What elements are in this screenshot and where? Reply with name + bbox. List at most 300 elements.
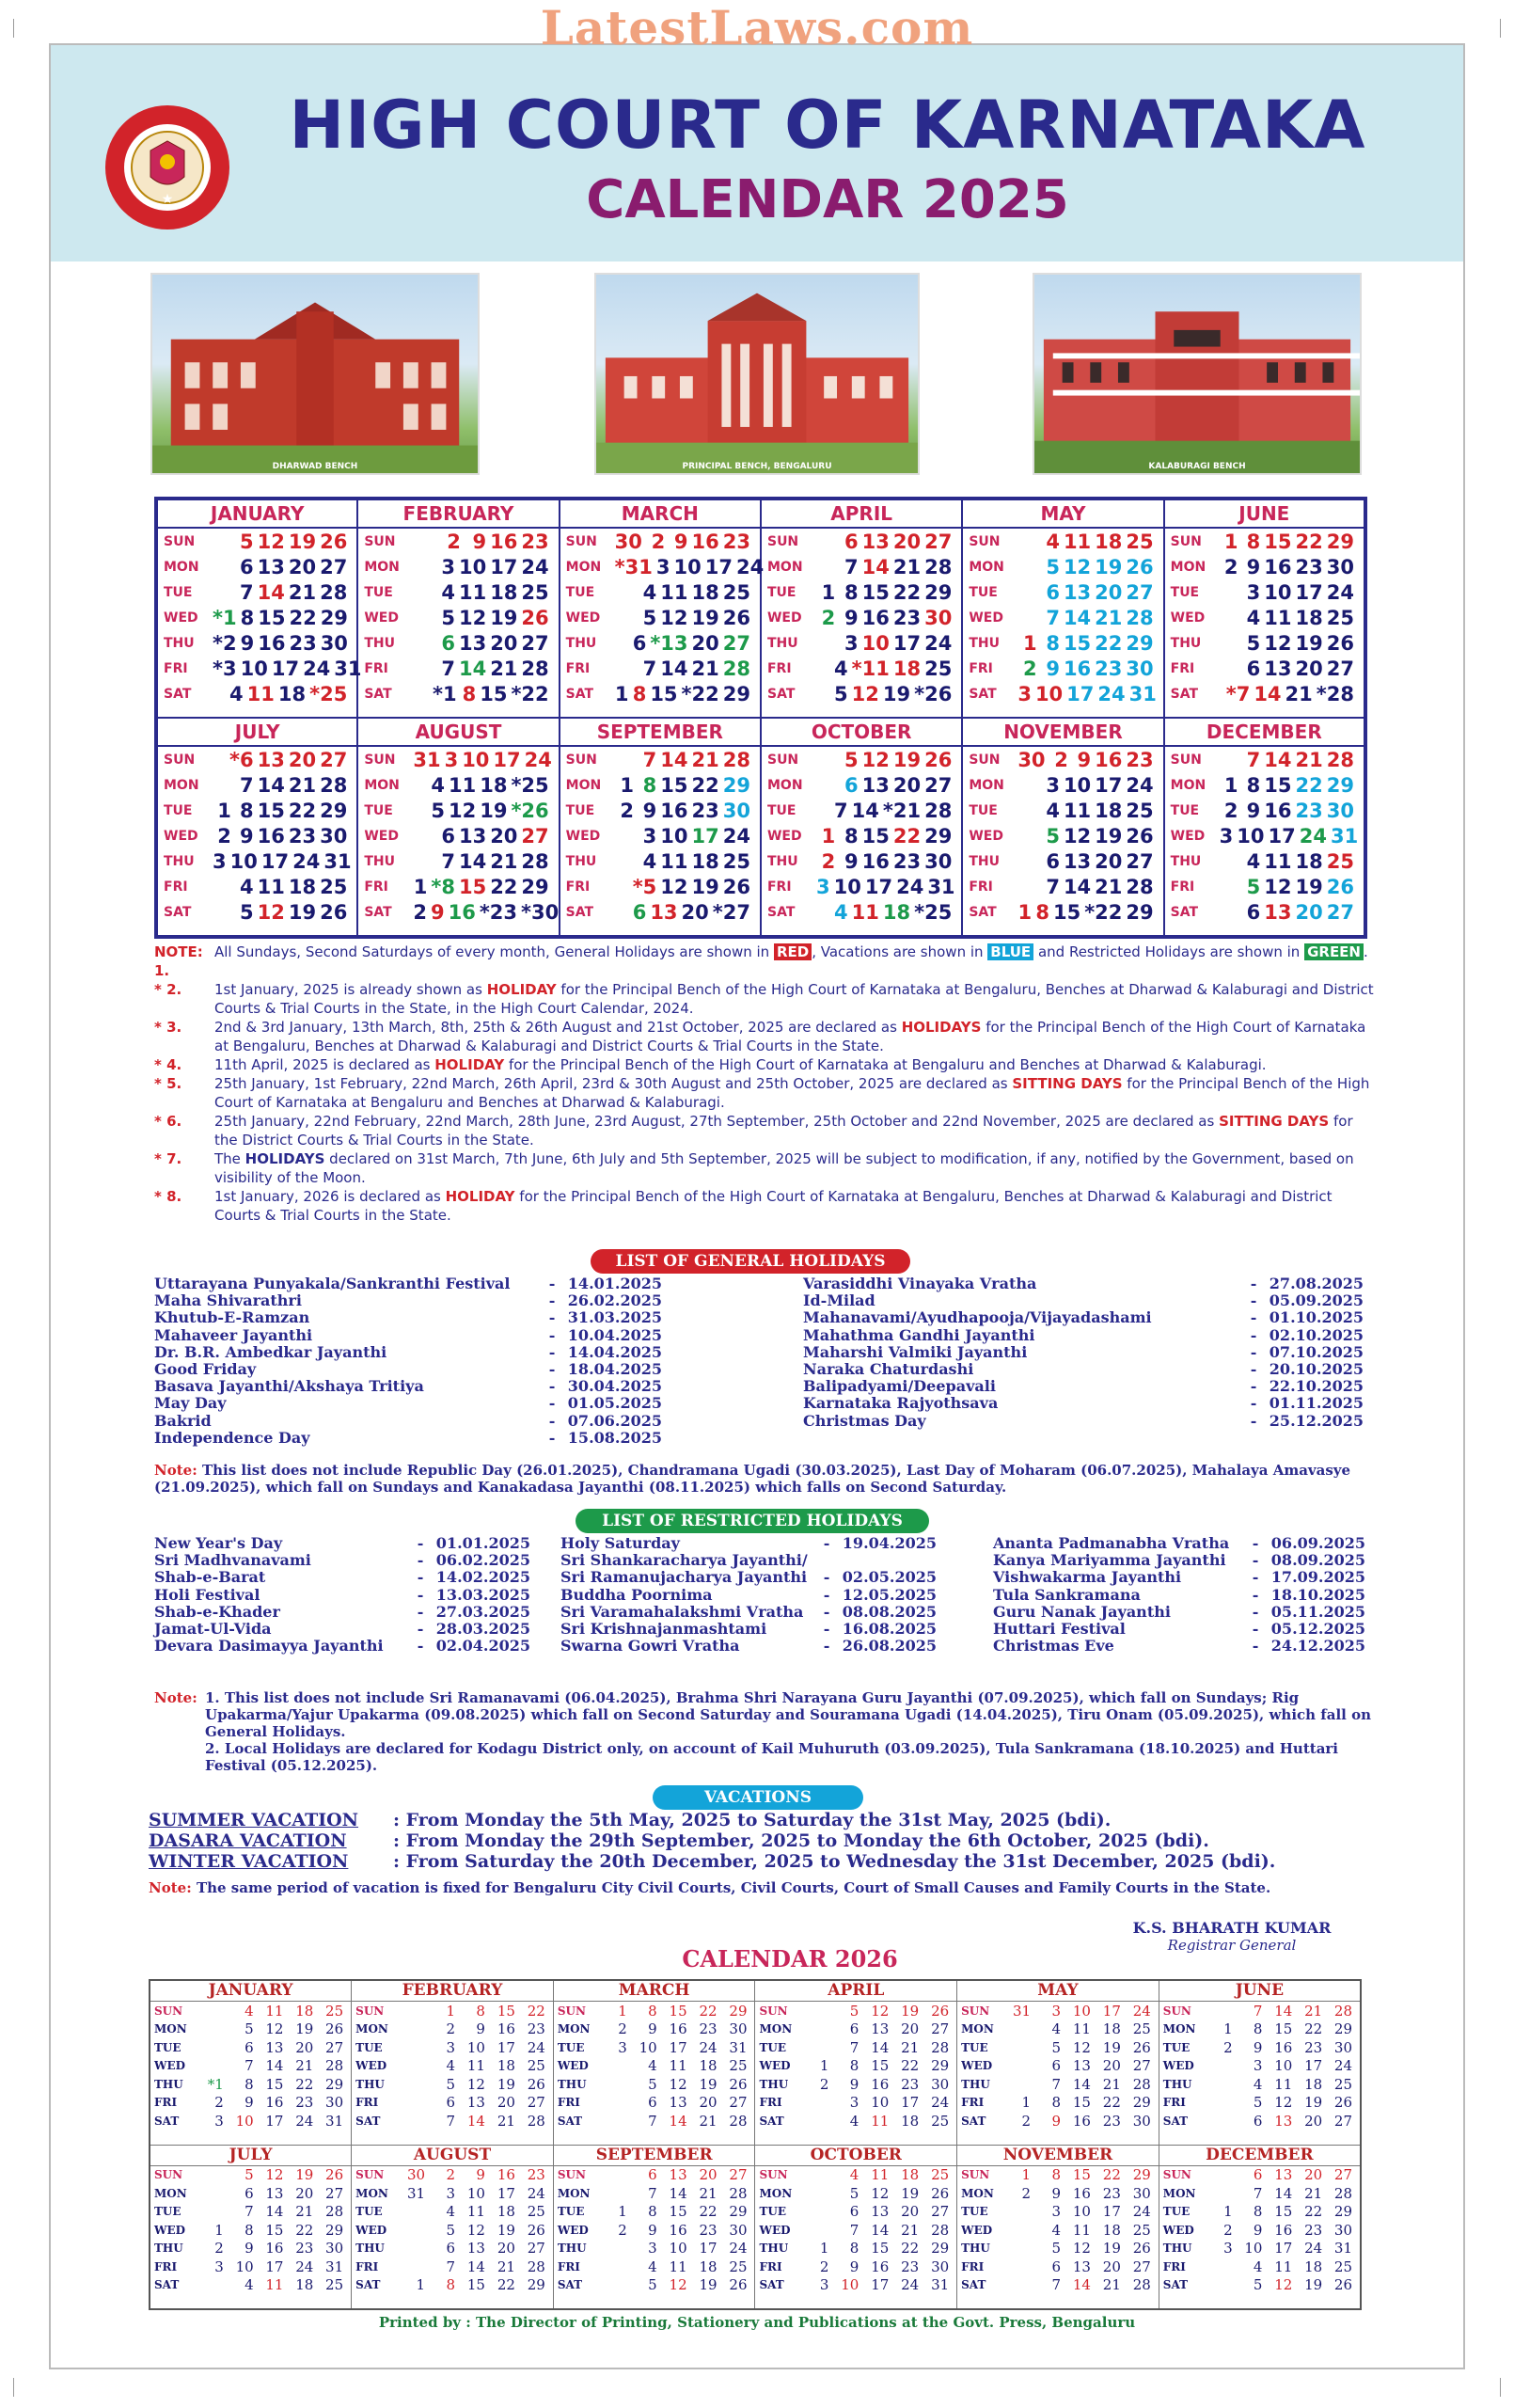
date-cell: 2 (618, 2020, 627, 2038)
date-cell: 24 (924, 631, 953, 655)
date-cell: 28 (1326, 748, 1354, 771)
dash: - (823, 1568, 830, 1587)
day-label: SUN (164, 752, 196, 768)
date-cell: 18 (497, 2203, 515, 2221)
day-label: FRI (164, 660, 188, 676)
date-cell: 18 (1095, 530, 1123, 553)
dash: - (417, 1568, 424, 1587)
week-day-row (150, 2094, 351, 2113)
week-day-row (150, 2002, 351, 2020)
date-cell: 3 (214, 2258, 224, 2275)
week-day-row (957, 2221, 1159, 2240)
date-cell: 16 (1063, 657, 1092, 680)
date-cell: 25 (931, 2166, 950, 2184)
date-cell: 24 (292, 849, 321, 873)
date-cell: 7 (1051, 2276, 1061, 2294)
date-cell: 6 (844, 530, 859, 553)
day-label: MON (759, 2022, 793, 2036)
week-day-row (352, 2203, 553, 2222)
holiday-name: Shab-e-Khader (154, 1602, 280, 1621)
date-cell: 13 (1274, 2112, 1293, 2130)
date-cell: 27 (1132, 2057, 1151, 2075)
week-day-row (158, 772, 356, 798)
date-cell: 10 (1072, 2002, 1091, 2020)
week-day-row (150, 2057, 351, 2076)
date-cell: 31 (325, 2112, 344, 2130)
week-day-row (560, 630, 760, 656)
date-cell: *2 (213, 631, 237, 655)
date-cell: 19 (882, 682, 911, 705)
date-cell: 7 (1253, 2002, 1263, 2020)
date-cell: 11 (448, 773, 477, 797)
month-september (560, 718, 761, 937)
day-label: SUN (164, 533, 196, 549)
week-day-row (755, 2112, 956, 2131)
holiday-name: Mahaveer Jayanthi (154, 1325, 313, 1344)
dash: - (823, 1637, 830, 1656)
holiday-date: 07.06.2025 (567, 1411, 662, 1430)
date-cell: 29 (521, 875, 549, 898)
date-cell: 13 (265, 2038, 284, 2056)
date-cell: 12 (1264, 875, 1292, 898)
date-cell: 19 (699, 2276, 718, 2294)
date-cell: 10 (1063, 773, 1092, 797)
day-label: FRI (961, 2259, 985, 2273)
date-cell: 6 (244, 2184, 254, 2202)
day-label: SUN (364, 752, 396, 768)
date-cell: 12 (466, 2221, 485, 2239)
day-label: WED (557, 2223, 589, 2237)
date-cell: 25 (1132, 2221, 1151, 2239)
date-cell: 12 (265, 2020, 284, 2038)
month-name: MARCH (554, 1981, 755, 2002)
dash: - (1250, 1377, 1257, 1396)
date-cell: 24 (1126, 773, 1154, 797)
date-cell: 1 (618, 2002, 627, 2020)
date-cell: 28 (1126, 606, 1154, 629)
crop-mark (13, 2378, 14, 2397)
week-day-row (762, 579, 961, 605)
date-cell: 10 (1034, 682, 1064, 705)
week-day-row (158, 823, 356, 848)
day-label: THU (557, 2242, 587, 2256)
month-march (560, 499, 765, 718)
date-cell: 14 (458, 849, 487, 873)
holiday-name: Sri Madhvanavami (154, 1551, 311, 1570)
holiday-row (154, 1552, 530, 1569)
date-cell: 17 (260, 849, 290, 873)
month-name: JULY (150, 2146, 351, 2166)
date-cell: 13 (1063, 580, 1092, 604)
date-cell: 27 (527, 2094, 545, 2112)
day-label: SAT (961, 2278, 986, 2292)
date-cell: 2 (1223, 555, 1238, 578)
date-cell: 30 (1333, 2038, 1352, 2056)
date-cell: 6 (1051, 2057, 1061, 2075)
dash: - (417, 1602, 424, 1621)
month-name: OCTOBER (762, 719, 961, 747)
date-cell: 3 (446, 2184, 456, 2202)
date-cell: 20 (497, 2240, 515, 2258)
date-cell: 7 (441, 657, 455, 680)
month-august (352, 2145, 554, 2309)
dash: - (823, 1620, 830, 1639)
day-label: SAT (766, 686, 796, 702)
date-cell: *8 (431, 875, 455, 898)
date-cell: 19 (497, 2075, 515, 2093)
date-cell: 8 (240, 799, 254, 822)
calendar-notes (154, 943, 1377, 1225)
restricted-holidays-col1 (154, 1535, 530, 1655)
date-cell: 4 (446, 2057, 456, 2075)
dash: - (1252, 1568, 1259, 1587)
week-day-row (1159, 2240, 1360, 2258)
holiday-name: Holy Saturday (560, 1534, 680, 1552)
date-cell: 10 (833, 875, 861, 898)
date-cell: 4 (1253, 2258, 1263, 2275)
date-cell: *25 (914, 900, 953, 924)
date-cell: 10 (639, 2038, 657, 2056)
date-cell: 10 (871, 2094, 890, 2112)
date-cell: 25 (1333, 2258, 1352, 2275)
date-cell: 29 (722, 682, 750, 705)
date-cell: 24 (1132, 2203, 1151, 2221)
date-cell: 27 (924, 773, 953, 797)
date-cell: 22 (497, 2276, 515, 2294)
date-cell: 26 (521, 606, 549, 629)
date-cell: 14 (660, 748, 688, 771)
date-cell: 29 (325, 2221, 344, 2239)
date-cell: 24 (527, 2184, 545, 2202)
date-cell: 11 (871, 2166, 890, 2184)
date-cell: 28 (527, 2258, 545, 2275)
date-cell: 12 (871, 2184, 890, 2202)
date-cell: 4 (834, 900, 848, 924)
week-day-row (158, 747, 356, 772)
holiday-name: Naraka Chaturdashi (803, 1360, 974, 1379)
day-label: SUN (969, 752, 1001, 768)
date-cell: 17 (1274, 2240, 1293, 2258)
date-cell: 25 (1126, 799, 1154, 822)
date-cell: 31 (1012, 2002, 1032, 2020)
date-cell: 28 (320, 773, 348, 797)
date-cell: 14 (1063, 875, 1092, 898)
date-cell: 10 (462, 748, 490, 771)
day-label: SUN (565, 752, 597, 768)
week-day-row (150, 2166, 351, 2185)
week-day-row (150, 2276, 351, 2295)
date-cell: 2 (1223, 2221, 1233, 2239)
date-cell: 15 (265, 2221, 284, 2239)
week-day-row (1159, 2276, 1360, 2295)
day-label: THU (355, 2242, 385, 2256)
date-cell: 9 (240, 631, 255, 655)
day-label: SUN (364, 533, 396, 549)
date-cell: 6 (844, 773, 859, 797)
holiday-date: 07.10.2025 (1269, 1342, 1364, 1361)
date-cell: 7 (849, 2038, 860, 2056)
date-cell: 8 (642, 773, 657, 797)
date-cell: 9 (240, 824, 254, 848)
vacations-heading: VACATIONS (653, 1785, 863, 1810)
date-cell: *1 (213, 606, 237, 629)
vacation-name: SUMMER VACATION (149, 1810, 359, 1830)
holiday-row (560, 1638, 937, 1655)
week-day-row (150, 2184, 351, 2203)
date-cell: 8 (1246, 773, 1261, 797)
date-cell: 5 (849, 2184, 860, 2202)
day-label: TUE (1170, 802, 1200, 818)
day-label: MON (969, 559, 1004, 575)
week-day-row (1165, 772, 1364, 798)
day-label: MON (1162, 2022, 1196, 2036)
week-day-row (150, 2221, 351, 2240)
dash: - (1252, 1602, 1259, 1621)
date-cell: 19 (1295, 875, 1323, 898)
day-label: TUE (759, 2205, 787, 2219)
date-cell: 27 (521, 631, 549, 655)
week-day-row (358, 798, 558, 823)
date-cell: 6 (1046, 580, 1060, 604)
date-cell: 20 (1102, 2258, 1121, 2275)
date-cell: 1 (413, 875, 428, 898)
date-cell: 14 (265, 2057, 284, 2075)
day-label: TUE (969, 802, 998, 818)
dash: - (548, 1394, 556, 1413)
week-day-row (1159, 2166, 1360, 2185)
date-cell: 4 (441, 580, 455, 604)
date-cell: 15 (466, 2276, 485, 2294)
day-label: MON (355, 2186, 388, 2200)
month-name: DECEMBER (1165, 719, 1364, 747)
week-day-row (1159, 2221, 1360, 2240)
week-day-row (560, 798, 760, 823)
date-cell: 10 (235, 2112, 254, 2130)
date-cell: 6 (1051, 2258, 1061, 2275)
week-day-row (150, 2075, 351, 2094)
holiday-row (803, 1395, 1364, 1412)
date-cell: 16 (490, 530, 518, 553)
date-cell: 15 (497, 2002, 515, 2020)
week-day-row (762, 848, 961, 874)
week-day-row (755, 2240, 956, 2258)
date-cell: 23 (1095, 657, 1123, 680)
month-name: APRIL (762, 500, 961, 529)
holiday-name: Huttari Festival (993, 1620, 1126, 1639)
day-label: FRI (164, 879, 188, 895)
date-cell: 15 (1063, 631, 1092, 655)
date-cell: 21 (901, 2038, 920, 2056)
date-cell: 18 (699, 2057, 718, 2075)
date-cell: 25 (722, 849, 750, 873)
dash: - (548, 1291, 556, 1310)
date-cell: 17 (864, 875, 893, 898)
week-day-row (762, 899, 961, 925)
month-name: MARCH (560, 500, 760, 529)
restricted-holidays-notes (154, 1689, 1377, 1774)
week-day-row (158, 798, 356, 823)
note-text: 1. This list does not include Sri Ramanavami (06.04.2025), Brahma Shri Narayana Guru Jayanthi (07.09.2025), which fall on Sundays; Rig Upakarma/Yajur Upakarma (09.08.2025) which fall on Second Saturday and Souramana Ugadi (14.04.2025), Tiru Onam (05.09.2025), which fall on General Holidays. (205, 1689, 1371, 1740)
date-cell: 9 (1246, 799, 1261, 822)
date-cell: 2 (819, 2258, 829, 2275)
date-cell: 19 (699, 2075, 718, 2093)
date-cell: *22 (1084, 900, 1123, 924)
date-cell: 25 (1326, 606, 1354, 629)
date-cell: 12 (466, 2075, 485, 2093)
date-cell: 15 (1052, 900, 1081, 924)
date-cell: 9 (476, 2166, 485, 2184)
date-cell: 5 (1253, 2276, 1263, 2294)
date-cell: 13 (265, 2184, 284, 2202)
date-cell: 22 (1304, 2203, 1323, 2221)
date-cell: 30 (325, 2094, 344, 2112)
date-cell: 25 (320, 875, 348, 898)
week-day-row (762, 630, 961, 656)
date-cell: 25 (729, 2258, 748, 2275)
date-cell: 20 (295, 2184, 314, 2202)
date-cell: 6 (240, 555, 254, 578)
date-cell: 17 (699, 2240, 718, 2258)
week-day-row (352, 2112, 553, 2131)
date-cell: 16 (448, 900, 476, 924)
dash: - (1250, 1291, 1257, 1310)
dash: - (1252, 1620, 1259, 1639)
date-cell: 7 (446, 2258, 456, 2275)
week-day-row (963, 554, 1162, 579)
date-cell: 8 (1035, 900, 1049, 924)
date-cell: 1 (819, 2240, 829, 2258)
day-label: THU (969, 853, 1000, 869)
day-label: SAT (154, 2278, 180, 2292)
week-day-row (352, 2240, 553, 2258)
day-label: THU (164, 853, 195, 869)
day-label: TUE (154, 2040, 181, 2054)
week-day-row (957, 2184, 1159, 2203)
date-cell: 2 (413, 900, 427, 924)
date-cell: 14 (257, 773, 285, 797)
date-cell: 1 (214, 2221, 224, 2239)
day-label: SUN (759, 2168, 788, 2182)
date-cell: 27 (931, 2203, 950, 2221)
note-text: 25th January, 22nd February, 22nd March, 28th June, 23rd August, 27th September, 25th October and 22nd November, 2025 are declared as SITTING DAYS for the District Courts & Trial Courts in the State. (214, 1113, 1353, 1149)
signatory-title: Registrar General (1167, 1937, 1297, 1954)
note-item (154, 1149, 1377, 1187)
week-day-row (158, 605, 356, 630)
week-day-row (158, 656, 362, 681)
date-cell: 15 (1072, 2166, 1091, 2184)
signatory (1128, 1919, 1335, 1954)
date-cell: 18 (480, 773, 508, 797)
date-cell: 1 (416, 2276, 426, 2294)
date-cell: 3 (213, 849, 227, 873)
dash: - (1252, 1585, 1259, 1604)
dash: - (548, 1360, 556, 1379)
date-cell: 16 (265, 2094, 284, 2112)
holiday-row (993, 1569, 1365, 1586)
day-label: MON (565, 559, 602, 575)
date-cell: 6 (849, 2020, 860, 2038)
date-cell: 18 (1304, 2258, 1323, 2275)
date-cell: 25 (527, 2057, 545, 2075)
date-cell: 22 (699, 2203, 718, 2221)
date-cell: 16 (257, 824, 285, 848)
day-label: SAT (364, 904, 392, 920)
date-cell: 26 (527, 2075, 545, 2093)
date-cell: 26 (1126, 824, 1154, 848)
general-holidays-left-list (154, 1275, 662, 1447)
date-cell: 16 (669, 2221, 687, 2239)
date-cell: 22 (892, 580, 922, 604)
general-holidays-heading: LIST OF GENERAL HOLIDAYS (591, 1249, 910, 1274)
day-label: MON (759, 2186, 793, 2200)
date-cell: 29 (924, 580, 953, 604)
week-day-row (957, 2240, 1159, 2258)
week-day-row (358, 656, 558, 681)
dash: - (548, 1308, 556, 1327)
date-cell: 15 (650, 682, 678, 705)
day-label: THU (154, 2242, 183, 2256)
date-cell: 10 (841, 2276, 860, 2294)
month-name: MAY (957, 1981, 1159, 2002)
date-cell: 2 (819, 2075, 829, 2093)
week-day-row (762, 823, 961, 848)
day-label: WED (1170, 828, 1206, 844)
day-label: WED (766, 828, 802, 844)
week-day-row (963, 656, 1162, 681)
date-cell: 4 (431, 773, 445, 797)
date-cell: 1 (821, 824, 836, 848)
date-cell: 6 (1246, 657, 1261, 680)
holiday-name: Mahanavami/Ayudhapooja/Vijayadashami (803, 1308, 1152, 1327)
date-cell: 2 (620, 799, 634, 822)
date-cell: 26 (1326, 875, 1354, 898)
date-cell: 17 (493, 748, 521, 771)
date-cell: 20 (1304, 2166, 1323, 2184)
date-cell: 1 (446, 2002, 456, 2020)
date-cell: 12 (1072, 2240, 1091, 2258)
date-cell: 7 (834, 799, 848, 822)
day-label: SAT (355, 2114, 381, 2128)
date-cell: 5 (240, 900, 254, 924)
date-cell: *11 (851, 657, 890, 680)
date-cell: 25 (1132, 2020, 1151, 2038)
week-day-row (963, 798, 1162, 823)
date-cell: 3 (446, 2038, 456, 2056)
date-cell: 23 (691, 799, 719, 822)
date-cell: 18 (699, 2258, 718, 2275)
holiday-row (993, 1621, 1365, 1638)
date-cell: 16 (861, 849, 890, 873)
day-label: TUE (364, 584, 393, 600)
photo-caption: DHARWAD BENCH (272, 462, 358, 471)
date-cell: 13 (650, 900, 678, 924)
holiday-date: 02.04.2025 (435, 1637, 530, 1656)
date-cell: 13 (669, 2094, 687, 2112)
date-cell: 27 (722, 631, 750, 655)
date-cell: 23 (892, 849, 922, 873)
date-cell: 26 (527, 2221, 545, 2239)
date-cell: 1 (618, 2203, 627, 2221)
date-cell: 3 (1017, 682, 1032, 705)
week-day-row (963, 874, 1162, 899)
date-cell: 10 (466, 2038, 485, 2056)
date-cell: 1 (217, 799, 231, 822)
date-cell: 10 (660, 824, 688, 848)
date-cell: 14 (851, 799, 879, 822)
day-label: FRI (1170, 660, 1195, 676)
month-march (553, 1980, 755, 2145)
day-label: WED (565, 828, 601, 844)
